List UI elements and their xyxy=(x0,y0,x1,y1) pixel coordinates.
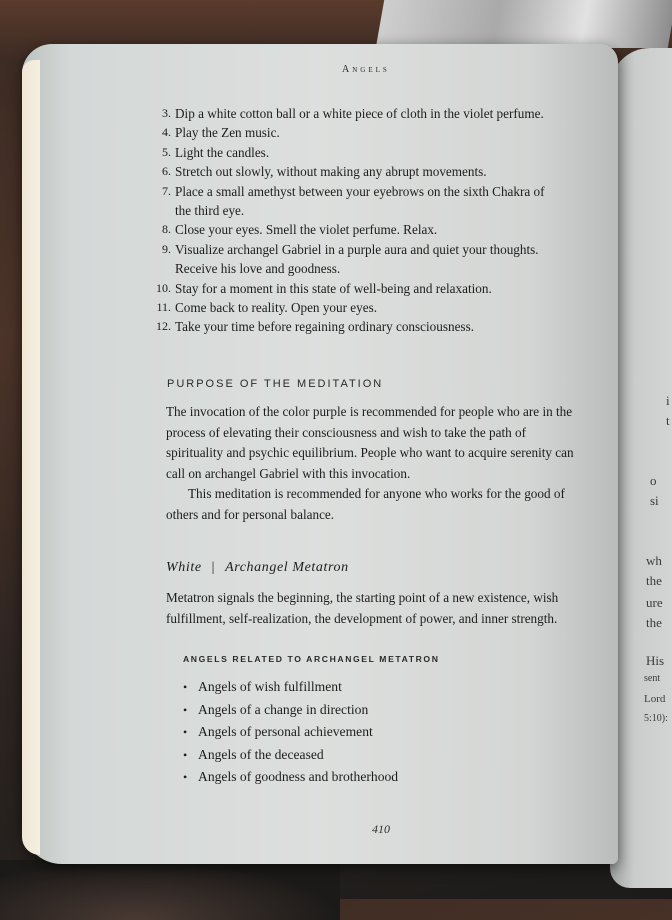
facing-fragment: t xyxy=(666,413,670,428)
list-item-text: Angels of personal achievement xyxy=(198,724,373,740)
facing-fragment: si xyxy=(650,493,659,508)
facing-fragment: Lord xyxy=(644,693,666,705)
bullet-icon: • xyxy=(183,725,188,740)
list-item xyxy=(183,744,563,767)
step-item xyxy=(162,182,595,221)
bullet-icon: • xyxy=(183,770,188,785)
purpose-body xyxy=(166,402,586,525)
angels-list-heading: ANGELS RELATED TO ARCHANGEL METATRON xyxy=(183,654,440,664)
bullet-icon: • xyxy=(183,702,188,717)
purpose-paragraph-2: This meditation is recommended for anyone who works for the good of others and for personal balance. xyxy=(166,486,565,522)
step-text-continued: the third eye. xyxy=(175,203,245,219)
step-number: 5. xyxy=(162,144,171,159)
step-text: Close your eyes. Smell the violet perfume. Relax. xyxy=(175,222,438,238)
list-item xyxy=(183,699,563,722)
metatron-intro-text: Metatron signals the beginning, the starting point of a new existence, wish fulfillment, self-realization, the development of power, and inner strength. xyxy=(166,590,559,626)
step-number: 3. xyxy=(162,106,171,120)
facing-fragment: His xyxy=(646,653,665,668)
step-text: Place a small amethyst between your eyebrows on the sixth Chakra of xyxy=(175,183,545,199)
step-number: 9. xyxy=(162,241,171,256)
step-text-continued: Receive his love and goodness. xyxy=(175,261,341,277)
list-item-text: Angels of goodness and brotherhood xyxy=(198,769,399,785)
list-item xyxy=(183,721,563,744)
page-number: 410 xyxy=(372,822,390,836)
step-item xyxy=(162,123,595,142)
step-number: 6. xyxy=(162,164,171,179)
step-text: Visualize archangel Gabriel in a purple aura and quiet your thoughts. xyxy=(175,241,539,257)
step-number: 7. xyxy=(162,183,171,198)
facing-fragment: 5:10): xyxy=(644,713,668,724)
purpose-paragraph-1: The invocation of the color purple is recommended for people who are in the process of elevating their consciousness and wish to take the path of spirituality and psychic equilibrium. People who want to acquire serenity can call on archangel Gabriel with this invocation. xyxy=(166,404,574,481)
angels-list xyxy=(183,676,563,789)
step-text: Take your time before regaining ordinary consciousness. xyxy=(175,319,474,335)
bullet-icon: • xyxy=(183,747,188,762)
list-item-text: Angels of the deceased xyxy=(198,746,324,762)
step-number: 10. xyxy=(156,280,171,295)
step-text: Stretch out slowly, without making any abrupt movements. xyxy=(175,164,487,180)
step-number: 8. xyxy=(162,222,171,237)
step-item xyxy=(156,279,595,298)
purpose-heading: PURPOSE OF THE MEDITATION xyxy=(167,378,384,390)
color-name: White xyxy=(166,560,202,575)
list-item-text: Angels of wish fulfillment xyxy=(198,679,342,694)
facing-fragment: the xyxy=(646,615,662,630)
step-item xyxy=(162,104,595,123)
metatron-intro xyxy=(166,588,586,629)
step-text: Light the candles. xyxy=(175,144,270,160)
meditation-steps xyxy=(156,104,595,337)
step-item xyxy=(162,220,595,239)
list-item-text: Angels of a change in direction xyxy=(198,701,369,717)
step-number: 4. xyxy=(162,125,171,140)
facing-fragment: wh xyxy=(646,553,662,568)
step-item xyxy=(156,317,595,336)
facing-fragment: the xyxy=(646,573,662,588)
archangel-name: Archangel Metatron xyxy=(225,560,349,575)
step-number: 12. xyxy=(156,319,171,334)
facing-fragment: ure xyxy=(646,595,663,610)
facing-page xyxy=(610,48,672,888)
step-item xyxy=(162,240,595,279)
step-text: Play the Zen music. xyxy=(175,125,280,141)
step-number: 11. xyxy=(156,300,171,315)
step-item xyxy=(162,143,595,162)
list-item xyxy=(183,766,563,789)
step-text: Stay for a moment in this state of well-being and relaxation. xyxy=(175,280,492,296)
list-item xyxy=(183,676,563,699)
background-books xyxy=(376,0,672,48)
step-item xyxy=(156,298,595,317)
step-item xyxy=(162,162,595,181)
facing-fragment: sent xyxy=(644,673,661,684)
step-text: Dip a white cotton ball or a white piece of cloth in the violet perfume. xyxy=(175,106,544,121)
section-heading-white xyxy=(166,560,349,576)
bullet-icon: • xyxy=(183,680,188,694)
page-edge xyxy=(22,60,40,855)
facing-fragment: o xyxy=(650,473,657,488)
facing-fragment: i xyxy=(666,393,670,408)
background-thumb xyxy=(0,860,340,920)
running-head: Angels xyxy=(342,64,390,75)
step-text: Come back to reality. Open your eyes. xyxy=(175,300,378,316)
heading-separator: | xyxy=(211,560,216,575)
